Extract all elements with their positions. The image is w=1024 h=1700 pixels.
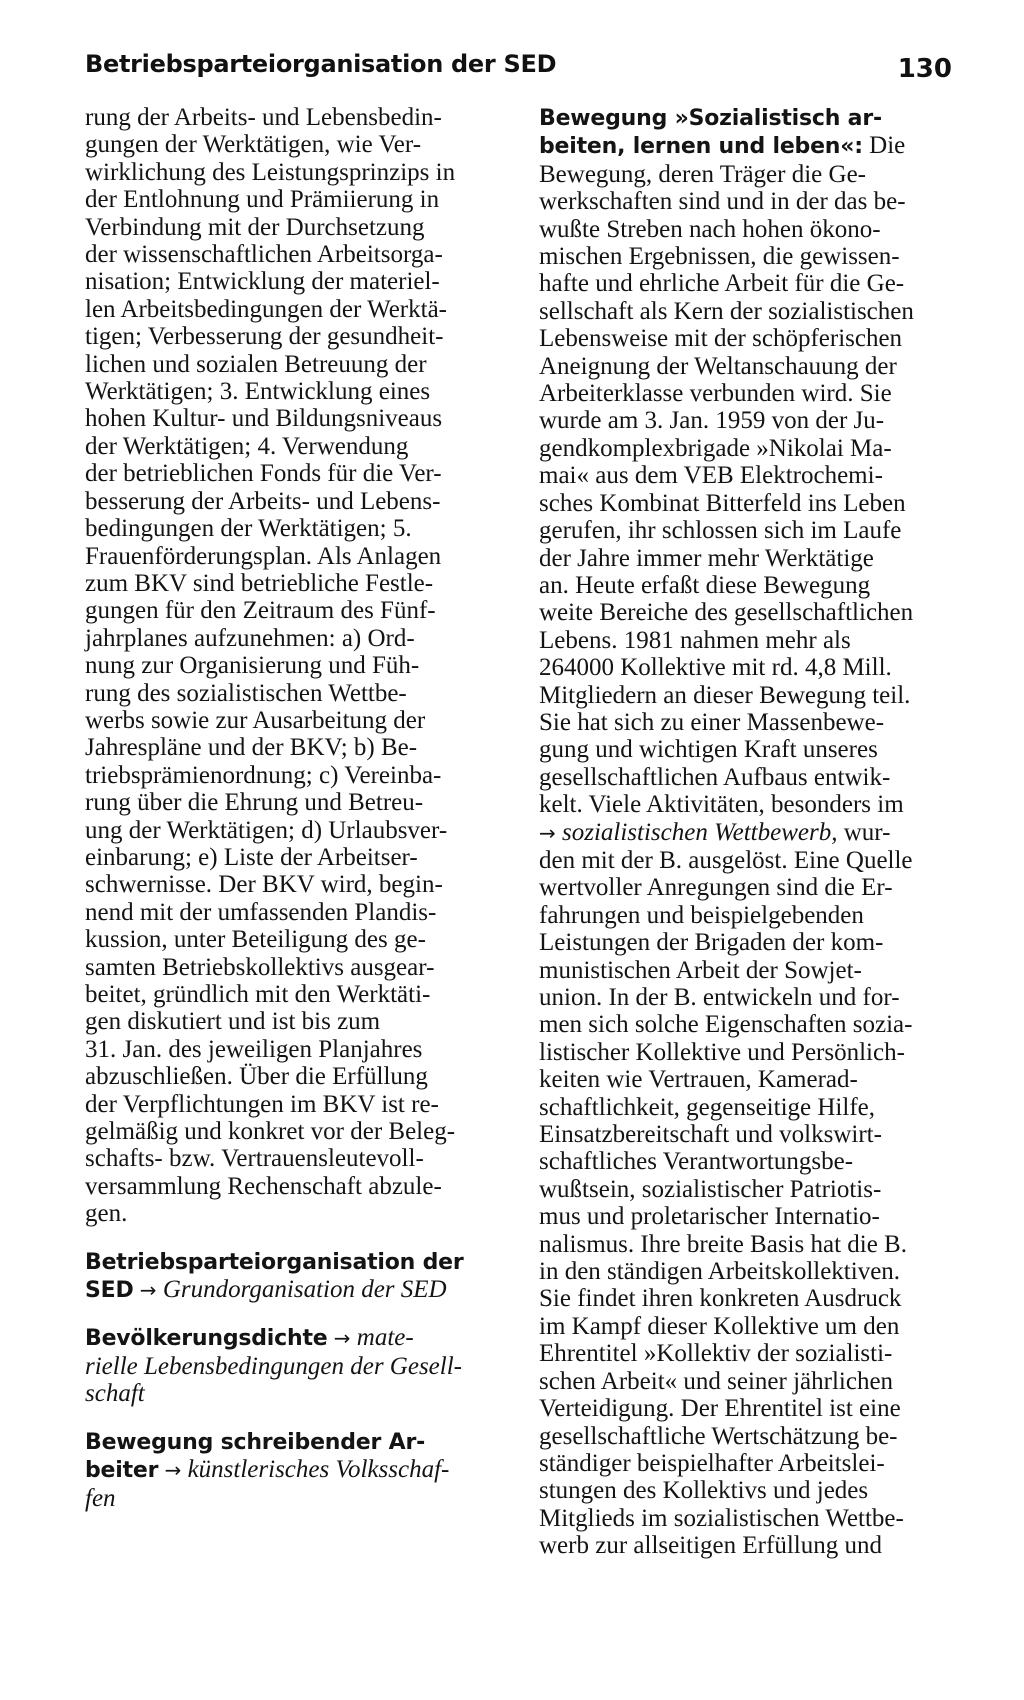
entry-headword: Betriebsparteiorganisation der SED — [85, 1249, 464, 1304]
running-head: Betriebsparteiorganisation der SED — [85, 50, 557, 78]
entry-headword: Bevölkerungsdichte — [85, 1326, 328, 1352]
entry-bewegung-schreibender-arbeiter — [85, 1428, 489, 1512]
entry-bewegung-sozialistisch-arbeiten — [539, 104, 943, 1560]
cross-reference-arrow-icon: → — [539, 820, 556, 845]
right-column — [539, 104, 943, 1560]
cross-reference: mate- rielle Lebensbedingungen der Gesell- schaft — [85, 1324, 462, 1408]
cross-reference-arrow-icon: → — [333, 1326, 351, 1351]
entry-headword: Bewegung »Sozialistisch ar- beiten, lernen und leben«: — [539, 106, 882, 160]
left-column — [85, 104, 489, 1512]
cross-reference: Grundorganisation der SED — [162, 1276, 447, 1304]
cross-reference: künstlerisches Volksschaf- fen — [85, 1456, 450, 1512]
entry-bevoelkerungsdichte — [85, 1324, 489, 1407]
cross-reference-arrow-icon: → — [164, 1458, 182, 1483]
entry-body-text: Die Bewegung, deren Träger die Ge- werkschaften sind und in der das be- wußte Streben nach hohen ökono- mischen Ergebnissen, die gewissen- hafte und ehrliche Arbeit für die Ge- sellschaft als Kern der sozialistischen Lebensweise mit der schöpferischen Aneignung der Weltanschauung der Arbeiterklasse verbunden wird. Sie wurde am 3. Jan. 1959 von der Ju- gendkomplexbrigade »Nikolai Ma- mai« aus dem VEB Elektrochemi- sches Kombinat Bitterfeld ins Leben gerufen, ihr schlossen sich im Laufe der Jahre immer mehr Werktätige an. Heute erfaßt diese Bewegung weite Bereiche des gesellschaftlichen Lebens. 1981 nahmen mehr als 264000 Kollektive mit rd. 4,8 Mill. Mitgliedern an dieser Bewegung teil. Sie hat sich zu einer Massenbewe- gung und wichtigen Kraft unseres gesellschaftlichen Aufbaus entwik- kelt. Viele Aktivitäten, besonders im — [539, 132, 914, 819]
entry-headword: Bewegung schreibender Ar- beiter — [85, 1429, 426, 1484]
entry-body-text-continued: wur- den mit der B. ausgelöst. Eine Quelle wertvoller Anregungen sind die Er- fahrungen und beispielgebenden Leistungen der Brigaden der kom- munistischen Arbeit der Sowjet- union. In der B. entwickeln und for- men sich solche Eigenschaften sozia- listischer Kollektive und Persönlich- keiten wie Vertrauen, Kamerad- schaftlichkeit, gegenseitige Hilfe, Einsatzbereitschaft und volkswirt- schaftliches Verantwortungsbe- wußtsein, sozialistischer Patriotis- mus und proletarischer Internatio- nalismus. Ihre breite Basis hat die B. in den ständigen Arbeitskollektiven. Sie findet ihren konkreten Ausdruck im Kampf dieser Kollektive um den Ehrentitel »Kollektiv der sozialisti- schen Arbeit« und seiner jährlichen Verteidigung. Der Ehrentitel ist eine gesellschaftliche Wertschätzung be- ständiger beispielhafter Arbeitslei- stungen des Kollektivs und jedes Mitglieds im sozialistischen Wettbe- werb zur allseitigen Erfüllung und — [539, 818, 913, 1560]
cross-reference-arrow-icon: → — [139, 1278, 157, 1303]
continuation-paragraph: rung der Arbeits- und Lebensbedin- gungen der Werktätigen, wie Ver- wirklichung des Leistungsprinzips in der Entlohnung und Prämiierung in Verbindung mit der Durchsetzung der wissenschaftlichen Arbeitsorga- nisation; Entwicklung der materiel- len Arbeitsbedingungen der Werktä- tigen; Verbesserung der gesundheit- lichen und sozialen Betreuung der Werktätigen; 3. Entwicklung eines hohen Kultur- und Bildungsniveaus der Werktätigen; 4. Verwendung der betrieblichen Fonds für die Ver- besserung der Arbeits- und Lebens- bedingungen der Werktätigen; 5. Frauenförderungsplan. Als Anlagen zum BKV sind betriebliche Festle- gungen für den Zeitraum des Fünf- jahrplanes aufzunehmen: a) Ord- nung zur Organisierung und Füh- rung des sozialistischen Wettbe- werbs sowie zur Ausarbeitung der Jahrespläne und der BKV; b) Be- triebsprämienordnung; c) Vereinba- rung über die Ehrung und Betreu- ung der Werktätigen; d) Urlaubsver- einbarung; e) Liste der Arbeitser- schwernisse. Der BKV wird, begin- nend mit der umfassenden Plandis- kussion, unter Beteiligung des ge- samten Betriebskollektivs ausgear- beitet, gründlich mit den Werktäti- gen diskutiert und ist bis zum 31. Jan. des jeweiligen Planjahres abzuschließen. Über die Erfüllung der Verpflichtungen im BKV ist re- gelmäßig und konkret vor der Beleg- schafts- bzw. Vertrauensleutevoll- versammlung Rechenschaft abzule- gen. — [85, 104, 456, 1228]
entry-betriebsparteiorganisation — [85, 1248, 489, 1305]
cross-reference: sozialistischen Wettbewerb, — [562, 818, 838, 846]
page-number: 130 — [897, 54, 952, 84]
